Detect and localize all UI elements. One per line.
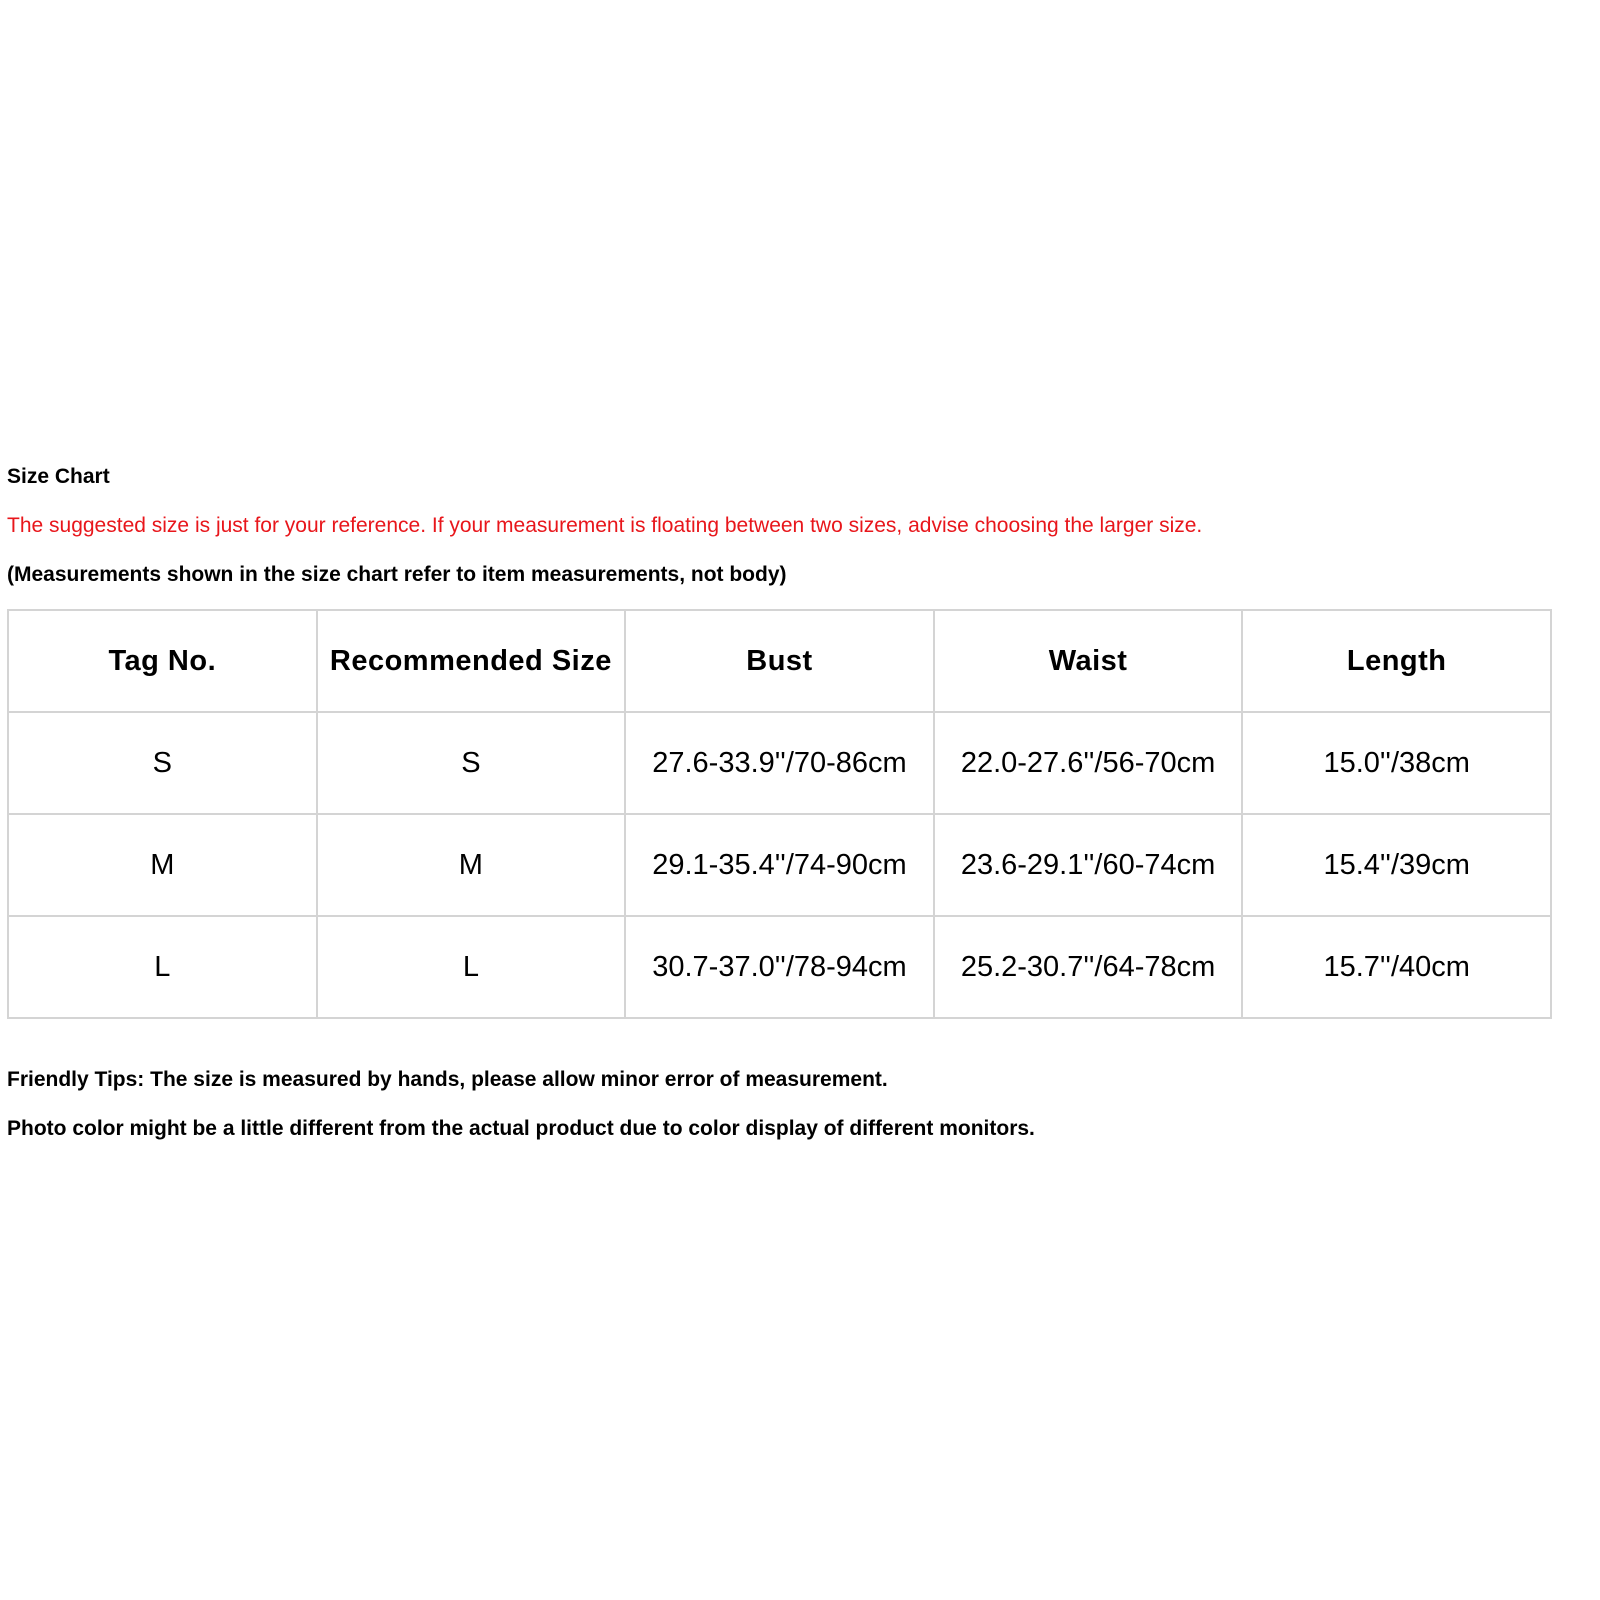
header-length: Length [1242,610,1551,712]
cell-recommended-size: S [317,712,626,814]
cell-bust: 27.6-33.9''/70-86cm [625,712,934,814]
size-table [7,609,1552,1019]
photo-color-note: Photo color might be a little different from the actual product due to color display of different monitors. [7,1117,1035,1140]
friendly-tips: Friendly Tips: The size is measured by hands, please allow minor error of measurement. [7,1068,888,1091]
cell-waist: 25.2-30.7''/64-78cm [934,916,1243,1018]
cell-bust: 30.7-37.0''/78-94cm [625,916,934,1018]
cell-recommended-size: M [317,814,626,916]
table-row [8,814,1551,916]
cell-tag-no: L [8,916,317,1018]
cell-tag-no: M [8,814,317,916]
header-recommended-size: Recommended Size [317,610,626,712]
cell-recommended-size: L [317,916,626,1018]
cell-waist: 22.0-27.6''/56-70cm [934,712,1243,814]
cell-length: 15.7''/40cm [1242,916,1551,1018]
size-suggestion-notice: The suggested size is just for your reference. If your measurement is floating between two sizes, advise choosing the larger size. [7,514,1203,537]
size-chart-title: Size Chart [7,465,110,488]
measurement-note: (Measurements shown in the size chart refer to item measurements, not body) [7,563,787,586]
cell-waist: 23.6-29.1''/60-74cm [934,814,1243,916]
table-header-row [8,610,1551,712]
size-table-body [8,712,1551,1018]
table-row [8,712,1551,814]
cell-length: 15.0''/38cm [1242,712,1551,814]
header-waist: Waist [934,610,1243,712]
cell-tag-no: S [8,712,317,814]
header-tag-no: Tag No. [8,610,317,712]
cell-bust: 29.1-35.4''/74-90cm [625,814,934,916]
size-table-head [8,610,1551,712]
cell-length: 15.4''/39cm [1242,814,1551,916]
header-bust: Bust [625,610,934,712]
table-row [8,916,1551,1018]
